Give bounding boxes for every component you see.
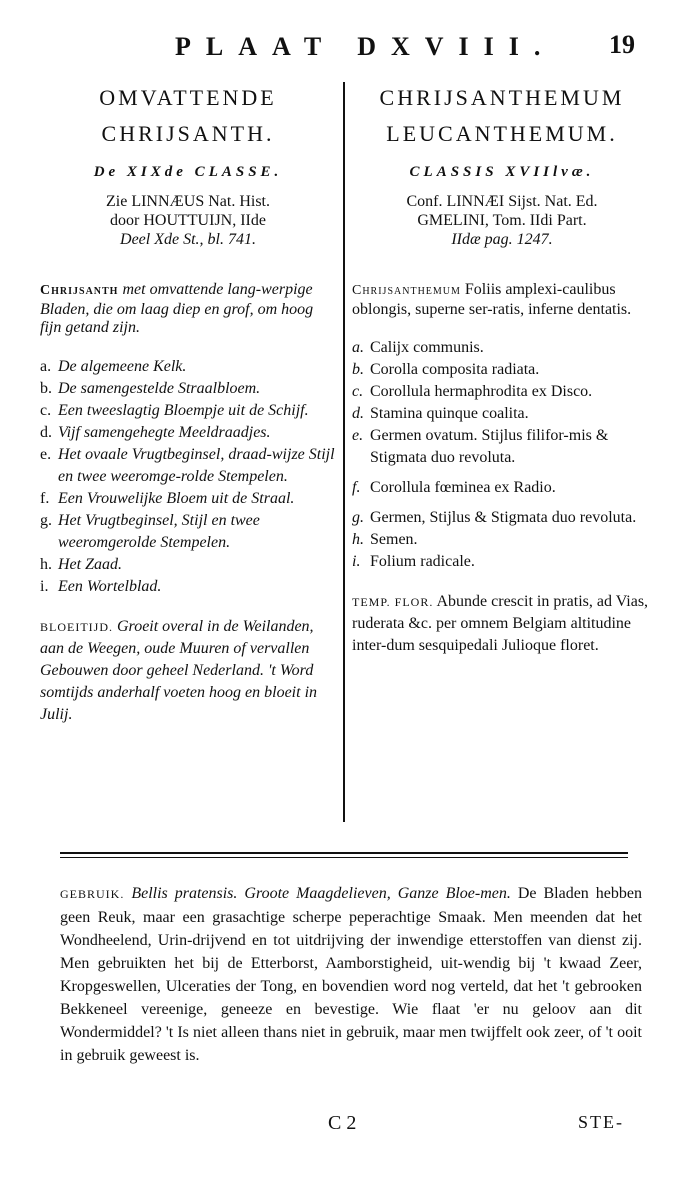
list-item bbox=[352, 529, 652, 551]
item-text: Germen, Stijlus & Stigmata duo revoluta. bbox=[370, 509, 637, 526]
section-rule-bottom bbox=[60, 857, 628, 858]
right-desc-text: Foliis amplexi-caulibus oblongis, superne ser-ratis, inferne dentatis. bbox=[352, 281, 632, 318]
list-item bbox=[352, 337, 652, 359]
bloei-label: BLOEITIJD. bbox=[40, 619, 113, 634]
item-text: Een Vrouwelijke Bloem uit de Straal. bbox=[58, 489, 295, 507]
list-item bbox=[352, 425, 652, 469]
column-divider bbox=[343, 82, 345, 822]
left-title-line2: CHRIJSANTH. bbox=[101, 121, 275, 146]
item-label: i. bbox=[352, 553, 361, 570]
left-item-list bbox=[40, 356, 336, 598]
item-label: b. bbox=[352, 361, 364, 378]
item-label: b. bbox=[40, 379, 52, 397]
item-text: De samengestelde Straalbloem. bbox=[58, 379, 261, 397]
list-item bbox=[40, 356, 336, 378]
item-label: c. bbox=[40, 401, 52, 419]
item-label: c. bbox=[352, 383, 364, 400]
item-text: Het Vrugtbeginsel, Stijl en twee weeromgerolde Stempelen. bbox=[58, 511, 260, 551]
item-text: Een Wortelblad. bbox=[58, 577, 162, 595]
list-item bbox=[352, 381, 652, 403]
left-description bbox=[40, 281, 336, 338]
item-text: Semen. bbox=[370, 531, 418, 548]
right-ref-line3: IIdæ pag. 1247. bbox=[451, 231, 553, 248]
catchword: STE- bbox=[578, 1112, 624, 1132]
item-label: h. bbox=[352, 531, 364, 548]
page-number: 19 bbox=[609, 30, 635, 59]
item-text: Stamina quinque coalita. bbox=[370, 405, 529, 422]
signature-mark: C 2 bbox=[328, 1112, 357, 1134]
list-item bbox=[40, 510, 336, 554]
plate-title: PLAAT DXVIII. bbox=[175, 32, 556, 61]
right-ref-line1: Conf. LINNÆI Sijst. Nat. Ed. bbox=[406, 193, 598, 210]
item-label: e. bbox=[352, 427, 364, 444]
list-item bbox=[40, 488, 336, 510]
item-text: De algemeene Kelk. bbox=[58, 357, 187, 375]
left-title-line1: OMVATTENDE bbox=[99, 85, 277, 110]
item-label: d. bbox=[40, 423, 52, 441]
item-text: Calijx communis. bbox=[370, 339, 484, 356]
item-label: f. bbox=[352, 479, 361, 496]
section-rule-top bbox=[60, 852, 628, 854]
right-flowering-time bbox=[352, 591, 652, 657]
left-ref-line2: door HOUTTUIJN, IIde bbox=[110, 212, 266, 229]
temp-text: Abunde crescit in pratis, ad Vias, ruderata &c. per omnem Belgiam altitudine inter-dum sesquipedali Julioque floret. bbox=[352, 593, 649, 654]
left-ref-line3: Deel Xde St., bl. 741. bbox=[120, 231, 256, 248]
usage-paragraph bbox=[60, 882, 642, 1067]
item-text: Corollula fœminea ex Radio. bbox=[370, 479, 556, 496]
item-text: Vijf samengehegte Meeldraadjes. bbox=[58, 423, 271, 441]
right-ref-line2: GMELINI, Tom. IIdi Part. bbox=[417, 212, 587, 229]
item-label: a. bbox=[40, 357, 52, 375]
item-text: Een tweeslagtig Bloempje uit de Schijf. bbox=[58, 401, 309, 419]
item-label: g. bbox=[40, 511, 52, 529]
left-reference bbox=[40, 192, 336, 249]
list-item bbox=[352, 507, 652, 529]
right-description bbox=[352, 281, 652, 319]
item-text: Germen ovatum. Stijlus filifor-mis & Stigmata duo revoluta. bbox=[370, 427, 609, 466]
left-flowering-time bbox=[40, 616, 336, 726]
list-item bbox=[40, 400, 336, 422]
item-text: Corolla composita radiata. bbox=[370, 361, 540, 378]
list-item bbox=[40, 554, 336, 576]
item-label: a. bbox=[352, 339, 364, 356]
right-classe: CLASSIS XVIIlvæ. bbox=[409, 164, 595, 180]
usage-label: GEBRUIK. bbox=[60, 887, 125, 901]
item-label: f. bbox=[40, 489, 50, 507]
item-label: h. bbox=[40, 555, 52, 573]
bloei-text: Groeit overal in de Weilanden, aan de Weegen, oude Muuren of vervallen Gebouwen door geheel Nederland. 't Word somtijds anderhalf voeten hoog en bloeit in Julij. bbox=[40, 617, 318, 723]
right-title-line2: LEUCANTHEMUM. bbox=[386, 121, 618, 146]
usage-names: Bellis pratensis. Groote Maagdelieven, Ganze Bloe-men. bbox=[124, 885, 511, 902]
item-label: i. bbox=[40, 577, 49, 595]
temp-label: TEMP. FLOR. bbox=[352, 595, 434, 609]
right-item-list bbox=[352, 337, 652, 573]
list-item bbox=[352, 403, 652, 425]
item-text: Corollula hermaphrodita ex Disco. bbox=[370, 383, 593, 400]
usage-text: De Bladen hebben geen Reuk, maar een grasachtige scherpe peperachtige Smaak. Men meenden dat het Wondheelend, Urin-drijvend en tot uitdrijving der inwendige etterstoffen van dienst zij. Men gebruikten het bij de Etterborst, Aamborstigheid, uit-wendig bij 't kwaad Zeer, Kropgeswellen, Ulceraties der Tong, en bovendien word nog verteld, dat het 't gebrooken Bekkeneel vereenige, geneeze en bevestige. Wie flaat 'er nu geloov aan dit Wondermiddel? 't Is niet alleen thans niet in gebruik, maar men twijffelt ook zeer, of 't ooit in gebruik geweest is. bbox=[60, 885, 642, 1064]
list-item bbox=[40, 378, 336, 400]
left-column bbox=[40, 80, 336, 726]
right-desc-lead: Chrijsanthemum bbox=[352, 283, 461, 298]
list-item bbox=[352, 477, 652, 499]
item-text: Het ovaale Vrugtbeginsel, draad-wijze Stijl en twee weeromge-rolde Stempelen. bbox=[58, 445, 335, 485]
list-item bbox=[40, 444, 336, 488]
right-reference bbox=[352, 192, 652, 249]
item-label: d. bbox=[352, 405, 364, 422]
left-classe: De XIXde CLASSE. bbox=[93, 164, 283, 180]
left-desc-lead: Chrijsanth bbox=[40, 283, 119, 298]
item-text: Het Zaad. bbox=[58, 555, 122, 573]
list-item bbox=[40, 576, 336, 598]
right-title-line1: CHRIJSANTHEMUM bbox=[379, 85, 625, 110]
left-desc-text: met omvattende lang-werpige Bladen, die om laag diep en grof, om hoog fijn getand zijn. bbox=[40, 281, 314, 336]
right-column bbox=[352, 80, 652, 657]
list-item bbox=[40, 422, 336, 444]
left-ref-line1: Zie LINNÆUS Nat. Hist. bbox=[106, 193, 270, 210]
list-item bbox=[352, 551, 652, 573]
list-item bbox=[352, 359, 652, 381]
item-label: e. bbox=[40, 445, 52, 463]
item-label: g. bbox=[352, 509, 364, 526]
item-text: Folium radicale. bbox=[370, 553, 475, 570]
